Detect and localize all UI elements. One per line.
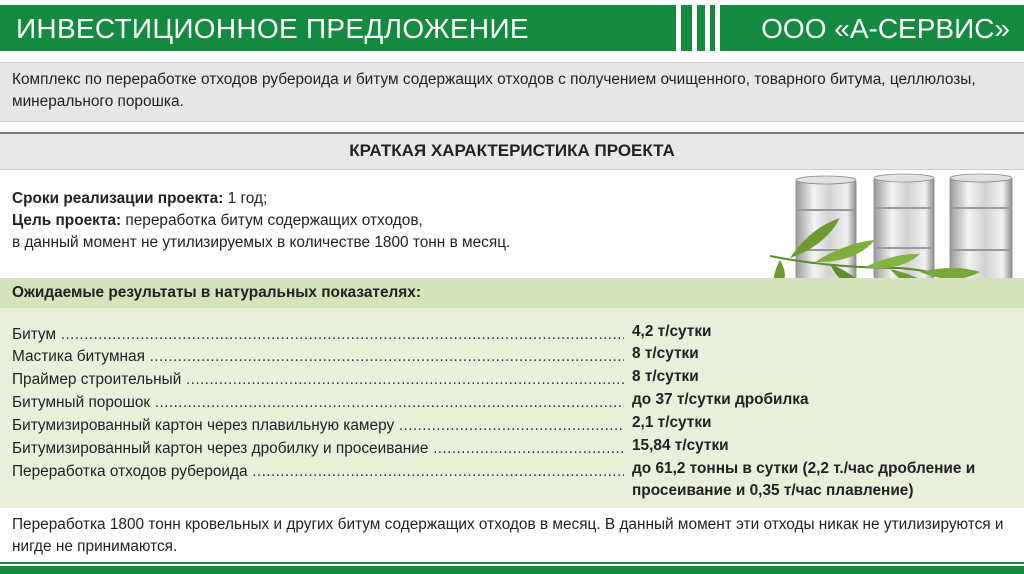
company-name: ООО «А-СЕРВИС»: [761, 13, 1010, 44]
result-value: 15,84 т/сутки: [632, 437, 729, 454]
list-item: [12, 438, 1017, 460]
goal-line: [12, 210, 772, 232]
results-box: [0, 278, 1024, 508]
term-label: Сроки реализации проекта:: [12, 190, 224, 207]
result-value: 8 т/сутки: [632, 345, 699, 362]
result-value: 2,1 т/сутки: [632, 414, 712, 431]
goal-line-2: в данный момент не утилизируемых в количестве 1800 тонн в месяц.: [12, 234, 511, 251]
result-label: Битумный порошок .....: [12, 392, 624, 414]
list-item: [12, 369, 1017, 391]
page-title: ИНВЕСТИЦИОННОЕ ПРЕДЛОЖЕНИЕ: [16, 13, 529, 44]
section-title-bar: [0, 132, 1024, 170]
header-stripe: [681, 5, 692, 51]
intro-text: Комплекс по переработке отходов рубероида и битум содержащих отходов с получением очищенного, товарного битума, целлюлозы, минерального порошка.: [12, 71, 976, 110]
result-label: Переработка отходов рубероида .....: [12, 461, 624, 483]
results-heading-bar: [0, 278, 1024, 308]
list-item: [12, 346, 1017, 368]
intro-box: [0, 62, 1024, 122]
header-title-bar: [0, 5, 676, 51]
result-value: до 37 т/сутки дробилка: [632, 391, 809, 408]
result-value: 8 т/сутки: [632, 368, 699, 385]
goal-label: Цель проекта:: [12, 212, 122, 229]
list-item: [12, 461, 1017, 505]
header-stripe: [697, 5, 705, 51]
project-info: [12, 188, 772, 254]
result-value: до 61,2 тонны в сутки (2,2 т./час дробление и просеивание и 0,35 т/час плавление): [632, 460, 976, 499]
result-label: Битумизированный картон через плавильную камеру .....: [12, 415, 624, 437]
result-label: Праймер строительный .....: [12, 369, 624, 391]
goal-value: переработка битум содержащих отходов,: [121, 212, 423, 229]
term-value: 1 год;: [223, 190, 268, 207]
header-company-bar: [720, 5, 1024, 51]
footer-text: Переработка 1800 тонн кровельных и других битум содержащих отходов в месяц. В данный момент эти отходы никак не утилизируются и нигде не принимаются.: [12, 516, 1004, 555]
result-label: Битум .....: [12, 324, 624, 346]
footer-bar: [0, 566, 1024, 574]
result-label: Мастика битумная .....: [12, 346, 624, 368]
barrel-icon: [950, 174, 1012, 282]
section-title: КРАТКАЯ ХАРАКТЕРИСТИКА ПРОЕКТА: [349, 141, 675, 160]
footer-divider: [0, 562, 1024, 564]
list-item: [12, 415, 1017, 437]
result-label: Битумизированный картон через дробилку и просеивание .....: [12, 438, 624, 460]
results-heading: Ожидаемые результаты в натуральных показателях:: [12, 284, 421, 301]
term-line: [12, 188, 772, 210]
header: [0, 0, 1024, 58]
header-stripe: [710, 5, 715, 51]
list-item: [12, 392, 1017, 414]
result-value: 4,2 т/сутки: [632, 323, 712, 340]
